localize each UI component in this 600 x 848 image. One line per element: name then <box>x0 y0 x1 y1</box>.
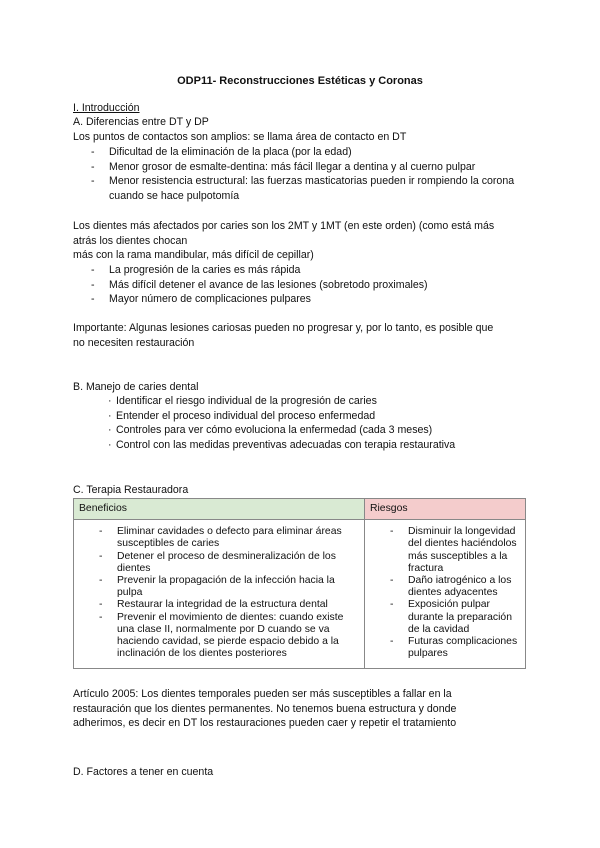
list-item: - Dificultad de la eliminación de la placa (por la edad) <box>91 145 521 160</box>
intro-subheading: A. Diferencias entre DT y DP <box>73 116 209 128</box>
articulo-text-2: restauración que los dientes permanentes. No tenemos buena estructura y donde <box>73 703 457 715</box>
articulo-text-1: Artículo 2005: Los dientes temporales pueden ser más susceptibles a fallar en la <box>73 688 452 700</box>
list-item: - La progresión de la caries es más rápida <box>91 263 521 278</box>
list-item: - Exposición pulpar durante la preparación de la cavidad <box>370 599 520 636</box>
page-title: ODP11- Reconstrucciones Estéticas y Coronas <box>177 75 423 87</box>
list-item: - Disminuir la longevidad del dientes haciéndolos más susceptibles a la fractura <box>370 526 520 575</box>
list-item: - Restaurar la integridad de la estructura dental <box>79 599 359 611</box>
list-item: - Eliminar cavidades o defecto para eliminar áreas susceptibles de caries <box>79 526 359 550</box>
list-item: - Futuras complicaciones pulpares <box>370 636 520 660</box>
list-item: · Identificar el riesgo individual de la progresión de caries <box>108 394 455 409</box>
list-item: - Menor grosor de esmalte-dentina: más fácil llegar a dentina y al cuerno pulpar <box>91 160 521 175</box>
list-item: - Mayor número de complicaciones pulpares <box>91 292 521 307</box>
list-item: · Controles para ver cómo evoluciona la enfermedad (cada 3 meses) <box>108 423 455 438</box>
affected-teeth-text-1: Los dientes más afectados por caries son los 2MT y 1MT (en este orden) (como está más <box>73 220 495 232</box>
differences-list <box>91 145 521 203</box>
list-item: · Entender el proceso individual del proceso enfermedad <box>108 409 455 424</box>
contact-area-text: Los puntos de contactos son amplios: se llama área de contacto en DT <box>73 131 407 143</box>
risks-cell <box>365 520 526 669</box>
manejo-list <box>108 394 455 452</box>
risks-header: Riesgos <box>365 499 526 520</box>
benefits-cell <box>74 520 365 669</box>
manejo-heading: B. Manejo de caries dental <box>73 381 199 393</box>
list-item: · Control con las medidas preventivas adecuadas con terapia restaurativa <box>108 438 455 453</box>
list-item: - Más difícil detener el avance de las lesiones (sobretodo proximales) <box>91 278 521 293</box>
articulo-text-3: adherimos, es decir en DT los restauraciones pueden caer y repetir el tratamiento <box>73 717 457 729</box>
list-item: - Prevenir el movimiento de dientes: cuando existe una clase II, normalmente por D cuando se va haciendo cavidad, se pierde espacio debido a la inclinación de los dientes posteriores <box>79 612 359 661</box>
important-text-1: Importante: Algunas lesiones cariosas pueden no progresar y, por lo tanto, es posible que <box>73 322 494 334</box>
factores-heading: D. Factores a tener en cuenta <box>73 766 214 778</box>
benefits-header: Beneficios <box>74 499 365 520</box>
affected-teeth-list <box>91 263 521 307</box>
terapia-heading: C. Terapia Restauradora <box>73 484 189 496</box>
list-item: - Menor resistencia estructural: las fuerzas masticatorias pueden ir rompiendo la corona cuando se hace pulpotomía <box>91 174 521 203</box>
affected-teeth-text-2: atrás los dientes chocan <box>73 235 188 247</box>
list-item: - Prevenir la propagación de la infección hacia la pulpa <box>79 575 359 599</box>
affected-teeth-text-3: más con la rama mandibular, más difícil de cepillar) <box>73 249 314 261</box>
important-text-2: no necesiten restauración <box>73 337 195 349</box>
list-item: - Daño iatrogénico a los dientes adyacentes <box>370 575 520 599</box>
intro-heading: I. Introducción <box>73 102 140 114</box>
list-item: - Detener el proceso de desmineralización de los dientes <box>79 551 359 575</box>
restorative-therapy-table <box>73 498 526 669</box>
